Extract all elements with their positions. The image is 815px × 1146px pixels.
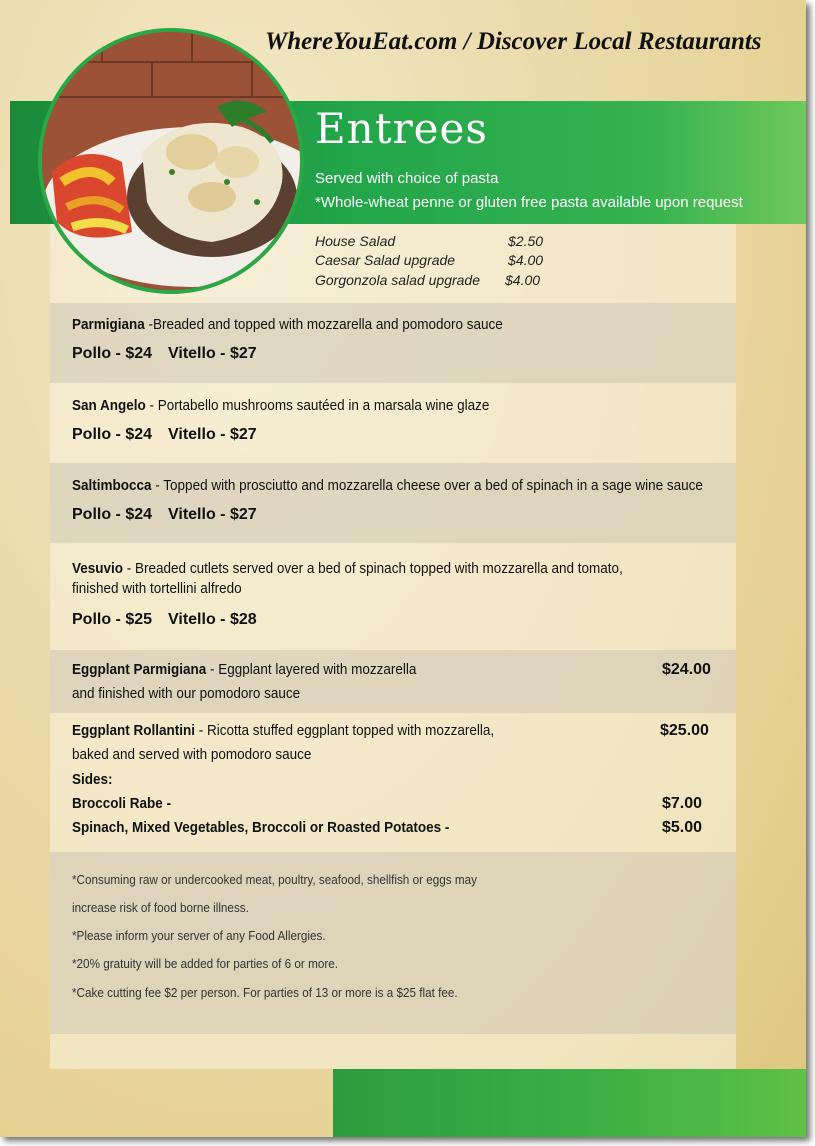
sides-heading: Sides: bbox=[72, 771, 113, 788]
pollo-price: Pollo - $24 bbox=[72, 506, 153, 523]
item-description: - Ricotta stuffed eggplant topped with mozzarella, bbox=[194, 722, 495, 739]
item-name: Parmigiana bbox=[72, 316, 145, 333]
vitello-price: Vitello - $27 bbox=[168, 506, 257, 523]
item-description-cont: baked and served with pomodoro sauce bbox=[72, 746, 312, 763]
item-description: - Topped with prosciutto and mozzarella cheese over a bed of spinach in a sage wine sauce bbox=[151, 477, 703, 494]
item-description-cont: finished with tortellini alfredo bbox=[72, 580, 242, 597]
band-saltimbocca bbox=[50, 463, 736, 543]
item-name: Saltimbocca bbox=[72, 477, 152, 494]
disclaimer-note: *Consuming raw or undercooked meat, poultry, seafood, shellfish or eggs may bbox=[72, 872, 477, 887]
vitello-price: Vitello - $27 bbox=[168, 426, 257, 443]
item-description: - Eggplant layered with mozzarella bbox=[206, 661, 417, 678]
item-name: Vesuvio bbox=[72, 560, 124, 577]
item-description: -Breaded and topped with mozzarella and pomodoro sauce bbox=[144, 316, 503, 333]
item-description: - Portabello mushrooms sautéed in a marsala wine glaze bbox=[145, 397, 490, 414]
band-eggplant-parmigiana bbox=[50, 650, 736, 713]
item-name: Eggplant Parmigiana bbox=[72, 661, 207, 678]
side-item-vegetables: Spinach, Mixed Vegetables, Broccoli or Roasted Potatoes - bbox=[72, 819, 450, 836]
pollo-price: Pollo - $24 bbox=[72, 345, 153, 362]
salad-option bbox=[315, 272, 541, 288]
salad-price: $2.50 bbox=[508, 233, 544, 249]
gratuity-note: *20% gratuity will be added for parties of 6 or more. bbox=[72, 956, 338, 971]
entree-prices bbox=[72, 506, 257, 524]
item-name: Eggplant Rollantini bbox=[72, 722, 195, 739]
section-title: Entrees bbox=[315, 104, 488, 153]
salad-price: $4.00 bbox=[505, 272, 541, 288]
pollo-price: Pollo - $25 bbox=[72, 611, 153, 628]
salad-price: $4.00 bbox=[508, 252, 544, 268]
entree-photo bbox=[38, 28, 304, 294]
entree-eggplant-parmigiana bbox=[72, 661, 416, 678]
allergy-note: *Please inform your server of any Food Allergies. bbox=[72, 928, 326, 943]
entree-vesuvio bbox=[72, 560, 623, 577]
salad-name: Gorgonzola salad upgrade bbox=[315, 272, 481, 288]
entree-prices bbox=[72, 426, 257, 444]
disclaimer-note: increase risk of food borne illness. bbox=[72, 900, 249, 915]
item-price: $25.00 bbox=[660, 722, 709, 739]
entree-prices bbox=[72, 611, 257, 629]
entree-prices bbox=[72, 345, 257, 363]
entree-san-angelo bbox=[72, 397, 489, 414]
cake-fee-note: *Cake cutting fee $2 per person. For parties of 13 or more is a $25 flat fee. bbox=[72, 985, 458, 1000]
entree-eggplant-rollantini bbox=[72, 722, 494, 739]
salad-name: House Salad bbox=[315, 233, 396, 249]
item-name: San Angelo bbox=[72, 397, 146, 414]
item-description-cont: and finished with our pomodoro sauce bbox=[72, 685, 301, 702]
item-price: $24.00 bbox=[662, 661, 711, 678]
salad-option bbox=[315, 252, 544, 268]
item-description: - Breaded cutlets served over a bed of spinach topped with mozzarella and tomato, bbox=[123, 560, 623, 577]
pasta-note: Served with choice of pasta bbox=[315, 170, 499, 187]
salad-option bbox=[315, 233, 544, 249]
side-price: $5.00 bbox=[662, 819, 703, 836]
green-footer-banner bbox=[333, 1069, 806, 1137]
side-price: $7.00 bbox=[662, 795, 703, 812]
vitello-price: Vitello - $27 bbox=[168, 345, 257, 362]
entree-parmigiana bbox=[72, 316, 503, 333]
side-item-broccoli-rabe: Broccoli Rabe - bbox=[72, 795, 172, 812]
site-title[interactable]: WhereYouEat.com / Discover Local Restaurants bbox=[265, 28, 762, 55]
salad-name: Caesar Salad upgrade bbox=[315, 252, 456, 268]
band-parmigiana bbox=[50, 303, 736, 383]
vitello-price: Vitello - $28 bbox=[168, 611, 257, 628]
pollo-price: Pollo - $24 bbox=[72, 426, 153, 443]
pasta-alternative-note: *Whole-wheat penne or gluten free pasta available upon request bbox=[315, 194, 743, 211]
entree-saltimbocca bbox=[72, 477, 703, 494]
